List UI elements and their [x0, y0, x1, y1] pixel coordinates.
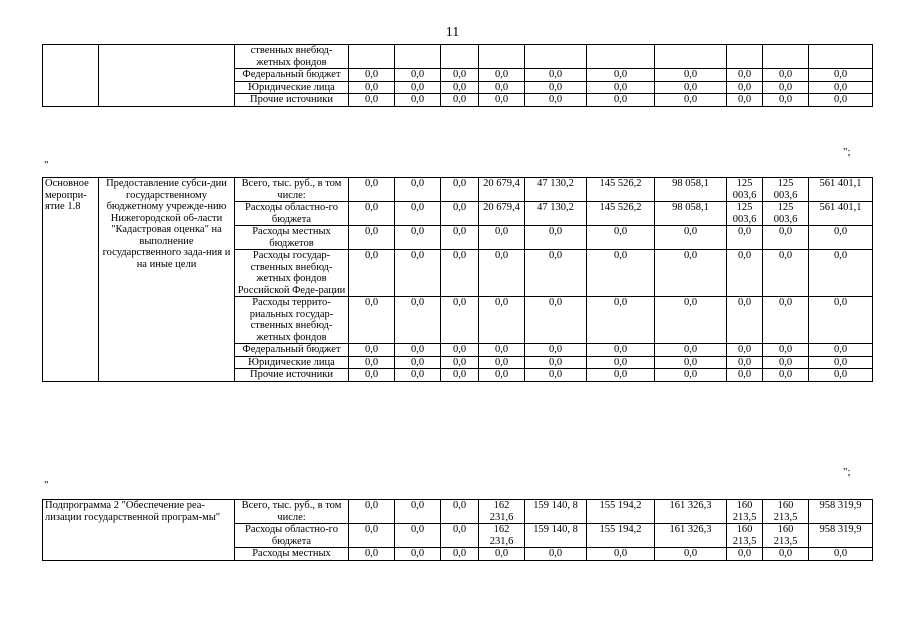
- source-label: Прочие источники: [235, 94, 349, 107]
- value-cell: 0,0: [479, 81, 525, 94]
- value-cell: 0,0: [763, 344, 809, 357]
- value-cell: 0,0: [655, 226, 727, 250]
- value-cell: 0,0: [525, 250, 587, 297]
- value-cell: 0,0: [395, 524, 441, 548]
- description-cell: Предоставление субси-дии государственному бюджетному учрежде-нию Нижегородской об-ласти "Кадастровая оценка" на выполнение государственного зада-ния и на иные цели: [99, 178, 235, 382]
- value-cell: 0,0: [349, 69, 395, 82]
- value-cell: 0,0: [655, 344, 727, 357]
- source-label: Расходы местных бюджетов: [235, 226, 349, 250]
- value-cell: 125 003,6: [727, 202, 763, 226]
- value-cell: 0,0: [727, 344, 763, 357]
- value-cell: 0,0: [763, 94, 809, 107]
- value-cell: 159 140, 8: [525, 500, 587, 524]
- value-cell: 0,0: [441, 250, 479, 297]
- source-label: Федеральный бюджет: [235, 69, 349, 82]
- value-cell: 0,0: [525, 356, 587, 369]
- value-cell: 0,0: [479, 69, 525, 82]
- value-cell: 0,0: [479, 250, 525, 297]
- value-cell: 0,0: [441, 524, 479, 548]
- value-cell: 98 058,1: [655, 178, 727, 202]
- value-cell: 20 679,4: [479, 202, 525, 226]
- value-cell: 0,0: [395, 500, 441, 524]
- page-number: 11: [445, 25, 460, 40]
- value-cell: 0,0: [395, 81, 441, 94]
- value-cell: [441, 45, 479, 69]
- value-cell: 0,0: [441, 178, 479, 202]
- value-cell: 0,0: [525, 81, 587, 94]
- value-cell: 0,0: [479, 356, 525, 369]
- quote-open-mark: ": [44, 159, 49, 171]
- activity-cell: [43, 45, 99, 107]
- value-cell: 0,0: [809, 297, 873, 344]
- value-cell: 0,0: [395, 94, 441, 107]
- value-cell: 0,0: [479, 344, 525, 357]
- value-cell: 0,0: [809, 356, 873, 369]
- value-cell: 0,0: [441, 356, 479, 369]
- value-cell: 0,0: [587, 344, 655, 357]
- value-cell: 0,0: [349, 356, 395, 369]
- value-cell: 0,0: [727, 226, 763, 250]
- value-cell: 0,0: [587, 369, 655, 382]
- value-cell: 0,0: [763, 369, 809, 382]
- value-cell: 0,0: [655, 297, 727, 344]
- value-cell: 0,0: [349, 178, 395, 202]
- value-cell: 20 679,4: [479, 178, 525, 202]
- value-cell: 0,0: [525, 226, 587, 250]
- value-cell: [763, 45, 809, 69]
- value-cell: 0,0: [479, 226, 525, 250]
- value-cell: 0,0: [479, 297, 525, 344]
- quote-close-mark: ";: [843, 146, 851, 158]
- source-label: ственных внебюд-жетных фондов: [235, 45, 349, 69]
- value-cell: 958 319,9: [809, 500, 873, 524]
- value-cell: 0,0: [349, 81, 395, 94]
- value-cell: 0,0: [763, 69, 809, 82]
- value-cell: 0,0: [727, 548, 763, 561]
- value-cell: 0,0: [587, 69, 655, 82]
- value-cell: 161 326,3: [655, 500, 727, 524]
- value-cell: 0,0: [655, 548, 727, 561]
- value-cell: 162 231,6: [479, 524, 525, 548]
- value-cell: 0,0: [525, 548, 587, 561]
- value-cell: 561 401,1: [809, 178, 873, 202]
- value-cell: 0,0: [655, 356, 727, 369]
- value-cell: 0,0: [479, 369, 525, 382]
- value-cell: 0,0: [349, 344, 395, 357]
- value-cell: 0,0: [441, 500, 479, 524]
- value-cell: 145 526,2: [587, 178, 655, 202]
- value-cell: [809, 45, 873, 69]
- value-cell: 0,0: [809, 250, 873, 297]
- value-cell: 47 130,2: [525, 202, 587, 226]
- value-cell: 0,0: [395, 202, 441, 226]
- value-cell: 0,0: [479, 548, 525, 561]
- value-cell: [655, 45, 727, 69]
- value-cell: 0,0: [763, 356, 809, 369]
- value-cell: 0,0: [655, 94, 727, 107]
- value-cell: 0,0: [395, 297, 441, 344]
- value-cell: 0,0: [441, 202, 479, 226]
- activity-cell: Основное меропри-ятие 1.8: [43, 178, 99, 382]
- table-row: [43, 45, 873, 69]
- description-cell: Подпрограмма 2 "Обеспечение реа-лизации государственной програм-мы": [43, 500, 235, 561]
- value-cell: 0,0: [441, 69, 479, 82]
- value-cell: 0,0: [655, 81, 727, 94]
- value-cell: 0,0: [395, 250, 441, 297]
- value-cell: 0,0: [763, 81, 809, 94]
- value-cell: 159 140, 8: [525, 524, 587, 548]
- value-cell: 155 194,2: [587, 524, 655, 548]
- value-cell: 0,0: [525, 344, 587, 357]
- value-cell: 0,0: [525, 94, 587, 107]
- value-cell: [479, 45, 525, 69]
- value-cell: 0,0: [441, 548, 479, 561]
- value-cell: [727, 45, 763, 69]
- value-cell: 0,0: [727, 250, 763, 297]
- value-cell: 160 213,5: [727, 524, 763, 548]
- source-label: Расходы государ-ственных внебюд-жетных фондов Российской Феде-рации: [235, 250, 349, 297]
- value-cell: [587, 45, 655, 69]
- quote-open-mark: ": [44, 479, 49, 491]
- value-cell: 125 003,6: [763, 178, 809, 202]
- value-cell: 125 003,6: [763, 202, 809, 226]
- value-cell: 0,0: [809, 69, 873, 82]
- value-cell: 0,0: [441, 297, 479, 344]
- value-cell: 0,0: [655, 369, 727, 382]
- quote-close-mark: ";: [843, 466, 851, 478]
- source-label: Юридические лица: [235, 81, 349, 94]
- table-continuation: [42, 44, 873, 107]
- value-cell: 0,0: [587, 548, 655, 561]
- value-cell: 561 401,1: [809, 202, 873, 226]
- value-cell: 0,0: [349, 94, 395, 107]
- value-cell: 0,0: [727, 356, 763, 369]
- value-cell: 0,0: [809, 226, 873, 250]
- value-cell: 125 003,6: [727, 178, 763, 202]
- value-cell: 0,0: [349, 524, 395, 548]
- value-cell: 0,0: [441, 81, 479, 94]
- source-label: Прочие источники: [235, 369, 349, 382]
- value-cell: 98 058,1: [655, 202, 727, 226]
- value-cell: 0,0: [727, 94, 763, 107]
- source-label: Расходы террито-риальных государ-ственных внебюд-жетных фондов: [235, 297, 349, 344]
- value-cell: 0,0: [587, 81, 655, 94]
- source-label: Юридические лица: [235, 356, 349, 369]
- value-cell: 958 319,9: [809, 524, 873, 548]
- value-cell: 0,0: [655, 250, 727, 297]
- value-cell: 0,0: [395, 226, 441, 250]
- value-cell: 0,0: [441, 94, 479, 107]
- value-cell: 160 213,5: [763, 524, 809, 548]
- value-cell: 0,0: [587, 94, 655, 107]
- value-cell: 0,0: [395, 69, 441, 82]
- value-cell: [525, 45, 587, 69]
- source-label: Расходы областно-го бюджета: [235, 524, 349, 548]
- value-cell: 0,0: [395, 548, 441, 561]
- table-subprogram-2: [42, 499, 873, 561]
- value-cell: 160 213,5: [763, 500, 809, 524]
- value-cell: 0,0: [727, 369, 763, 382]
- value-cell: 0,0: [763, 548, 809, 561]
- table-row: [43, 178, 873, 202]
- source-label: Федеральный бюджет: [235, 344, 349, 357]
- value-cell: 160 213,5: [727, 500, 763, 524]
- value-cell: 0,0: [349, 250, 395, 297]
- value-cell: 0,0: [395, 178, 441, 202]
- value-cell: 0,0: [349, 226, 395, 250]
- value-cell: 0,0: [441, 369, 479, 382]
- value-cell: 0,0: [763, 297, 809, 344]
- value-cell: 0,0: [349, 500, 395, 524]
- value-cell: 0,0: [349, 369, 395, 382]
- value-cell: 0,0: [763, 250, 809, 297]
- source-label: Всего, тыс. руб., в том числе:: [235, 500, 349, 524]
- table-row: [43, 500, 873, 524]
- table-activity-1-8: [42, 177, 873, 382]
- value-cell: 0,0: [587, 250, 655, 297]
- value-cell: 0,0: [349, 548, 395, 561]
- value-cell: 0,0: [809, 94, 873, 107]
- source-label: Всего, тыс. руб., в том числе:: [235, 178, 349, 202]
- value-cell: 0,0: [395, 356, 441, 369]
- source-label: Расходы местных: [235, 548, 349, 561]
- value-cell: 0,0: [525, 297, 587, 344]
- value-cell: 0,0: [809, 81, 873, 94]
- value-cell: 0,0: [479, 94, 525, 107]
- value-cell: 0,0: [395, 369, 441, 382]
- value-cell: [395, 45, 441, 69]
- value-cell: 0,0: [655, 69, 727, 82]
- value-cell: 0,0: [809, 369, 873, 382]
- value-cell: 0,0: [809, 548, 873, 561]
- value-cell: 0,0: [441, 226, 479, 250]
- value-cell: 155 194,2: [587, 500, 655, 524]
- value-cell: 0,0: [587, 226, 655, 250]
- value-cell: 0,0: [525, 369, 587, 382]
- value-cell: 0,0: [727, 81, 763, 94]
- value-cell: 145 526,2: [587, 202, 655, 226]
- value-cell: 0,0: [441, 344, 479, 357]
- value-cell: 0,0: [727, 69, 763, 82]
- value-cell: 47 130,2: [525, 178, 587, 202]
- value-cell: 161 326,3: [655, 524, 727, 548]
- value-cell: 0,0: [763, 226, 809, 250]
- value-cell: 0,0: [395, 344, 441, 357]
- source-label: Расходы областно-го бюджета: [235, 202, 349, 226]
- value-cell: 0,0: [349, 297, 395, 344]
- value-cell: 0,0: [349, 202, 395, 226]
- value-cell: 0,0: [809, 344, 873, 357]
- value-cell: 0,0: [525, 69, 587, 82]
- value-cell: 162 231,6: [479, 500, 525, 524]
- description-cell: [99, 45, 235, 107]
- value-cell: 0,0: [727, 297, 763, 344]
- value-cell: 0,0: [587, 297, 655, 344]
- value-cell: [349, 45, 395, 69]
- value-cell: 0,0: [587, 356, 655, 369]
